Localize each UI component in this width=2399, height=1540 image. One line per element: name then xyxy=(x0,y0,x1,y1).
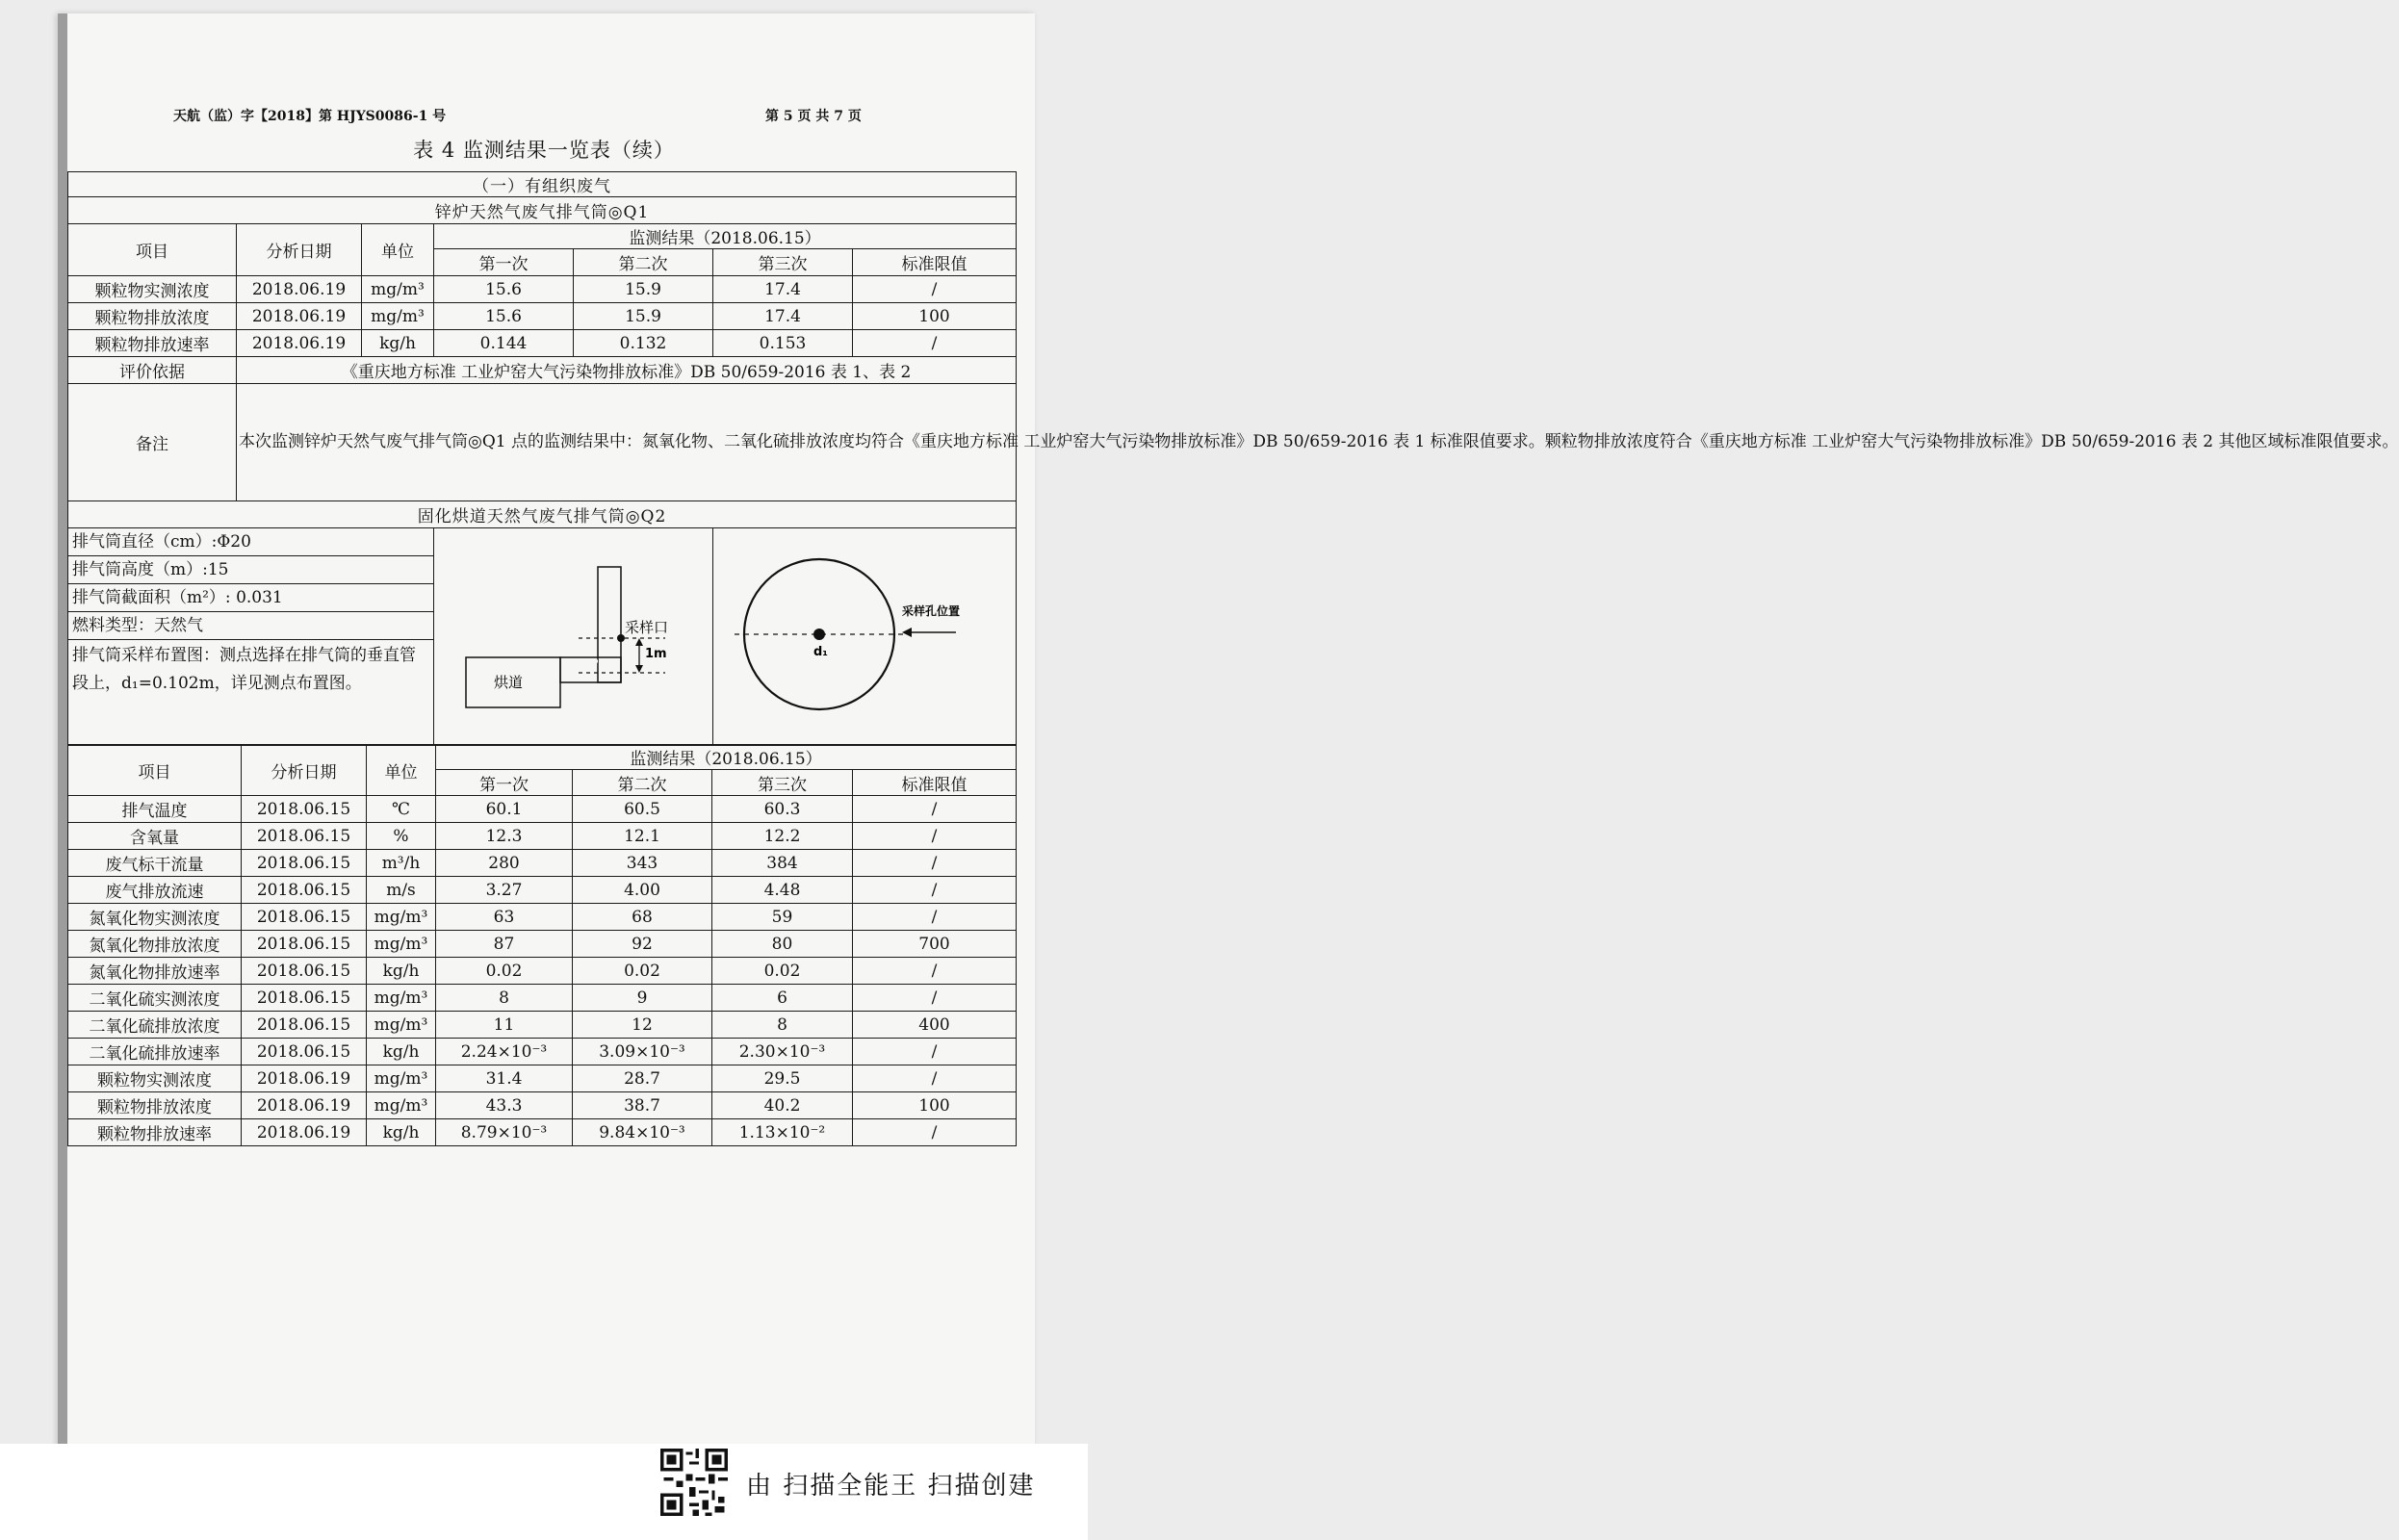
unit-cell: mg/m³ xyxy=(367,985,436,1012)
arrow-head-up xyxy=(635,638,643,646)
run3-cell: 59 xyxy=(712,904,853,931)
item-cell: 废气标干流量 xyxy=(68,850,242,877)
q1-table xyxy=(67,171,2399,746)
vertical-duct xyxy=(598,567,621,682)
run1-cell: 60.1 xyxy=(436,796,573,823)
run2-cell: 68 xyxy=(573,904,712,931)
run1-cell: 12.3 xyxy=(436,823,573,850)
unit-cell: mg/m³ xyxy=(362,276,434,303)
q2-header-date: 分析日期 xyxy=(242,745,367,796)
results-frame xyxy=(67,171,2399,1146)
stack-area: 排气筒截面积（m²）: 0.031 xyxy=(68,584,433,612)
scanner-watermark: 由 扫描全能王 扫描创建 xyxy=(746,1472,1036,1501)
page-binding-edge xyxy=(58,13,67,1457)
run3-cell: 2.30×10⁻³ xyxy=(712,1039,853,1065)
q2-info-cell xyxy=(68,528,434,746)
date-cell: 2018.06.19 xyxy=(242,1065,367,1092)
run3-cell: 60.3 xyxy=(712,796,853,823)
limit-cell: / xyxy=(853,823,1017,850)
remarks-text: 本次监测锌炉天然气废气排气筒◎Q1 点的监测结果中：氮氧化物、二氧化硫排放浓度均符合《重庆地方标准 工业炉窑大气污染物排放标准》DB 50/659-2016 表 1 标准限值要求。颗粒物排放浓度符合《重庆地方标准 工业炉窑大气污染物排放标准》DB 50/659-2016 表 2 其他区域标准限值要求。 xyxy=(237,384,1017,501)
table-row xyxy=(68,796,1017,823)
date-cell: 2018.06.15 xyxy=(242,877,367,904)
unit-cell: ℃ xyxy=(367,796,436,823)
basis-label: 评价依据 xyxy=(68,357,237,384)
unit-cell: mg/m³ xyxy=(367,1092,436,1119)
q1-header-limit: 标准限值 xyxy=(853,249,1017,276)
table-title: 表 4 监测结果一览表（续） xyxy=(413,139,675,162)
limit-cell: 100 xyxy=(853,1092,1017,1119)
date-cell: 2018.06.19 xyxy=(237,303,362,330)
run2-cell: 3.09×10⁻³ xyxy=(573,1039,712,1065)
run2-cell: 28.7 xyxy=(573,1065,712,1092)
run1-cell: 3.27 xyxy=(436,877,573,904)
unit-cell: m³/h xyxy=(367,850,436,877)
run3-cell: 8 xyxy=(712,1012,853,1039)
run2-cell: 92 xyxy=(573,931,712,958)
hole-arrow-head xyxy=(902,628,912,637)
table-row xyxy=(68,1092,1017,1119)
cross-section-cell xyxy=(713,528,1017,746)
run2-cell: 15.9 xyxy=(574,303,713,330)
table-row xyxy=(68,931,1017,958)
run1-cell: 2.24×10⁻³ xyxy=(436,1039,573,1065)
table-row xyxy=(68,1012,1017,1039)
limit-cell: / xyxy=(853,877,1017,904)
table-row xyxy=(68,877,1017,904)
q2-header-item: 项目 xyxy=(68,745,242,796)
cross-section-diagram xyxy=(713,528,1017,740)
run2-cell: 4.00 xyxy=(573,877,712,904)
run1-cell: 63 xyxy=(436,904,573,931)
run2-cell: 15.9 xyxy=(574,276,713,303)
q1-header-date: 分析日期 xyxy=(237,224,362,276)
q2-header-unit: 单位 xyxy=(367,745,436,796)
run2-cell: 60.5 xyxy=(573,796,712,823)
run3-cell: 0.153 xyxy=(713,330,853,357)
sampling-point xyxy=(617,634,625,642)
unit-cell: mg/m³ xyxy=(367,904,436,931)
run3-cell: 0.02 xyxy=(712,958,853,985)
table-row xyxy=(68,985,1017,1012)
date-cell: 2018.06.19 xyxy=(242,1119,367,1146)
item-cell: 颗粒物实测浓度 xyxy=(68,1065,242,1092)
run3-cell: 12.2 xyxy=(712,823,853,850)
table-row xyxy=(68,958,1017,985)
limit-cell: 700 xyxy=(853,931,1017,958)
run3-cell: 384 xyxy=(712,850,853,877)
run2-cell: 12.1 xyxy=(573,823,712,850)
item-cell: 二氧化硫排放浓度 xyxy=(68,1012,242,1039)
item-cell: 含氧量 xyxy=(68,823,242,850)
page-number: 第 5 页 共 7 页 xyxy=(765,109,862,124)
limit-cell: / xyxy=(853,958,1017,985)
q2-header-run3: 第三次 xyxy=(712,770,853,796)
date-cell: 2018.06.15 xyxy=(242,958,367,985)
run1-cell: 15.6 xyxy=(434,303,574,330)
q1-header-results: 监测结果（2018.06.15） xyxy=(434,224,1017,249)
q1-title: 锌炉天然气废气排气筒◎Q1 xyxy=(68,197,1017,224)
unit-cell: m/s xyxy=(367,877,436,904)
run2-cell: 9.84×10⁻³ xyxy=(573,1119,712,1146)
run3-cell: 4.48 xyxy=(712,877,853,904)
limit-cell: / xyxy=(853,1039,1017,1065)
table-row xyxy=(68,1065,1017,1092)
item-cell: 颗粒物实测浓度 xyxy=(68,276,237,303)
unit-cell: kg/h xyxy=(362,330,434,357)
limit-cell: / xyxy=(853,904,1017,931)
table-row xyxy=(68,1119,1017,1146)
stack-diameter: 排气筒直径（cm）:Φ20 xyxy=(68,528,433,556)
run1-cell: 0.144 xyxy=(434,330,574,357)
q1-header-run1: 第一次 xyxy=(434,249,574,276)
stack-diagram-cell xyxy=(434,528,713,746)
date-cell: 2018.06.15 xyxy=(242,904,367,931)
run1-cell: 8 xyxy=(436,985,573,1012)
item-cell: 颗粒物排放浓度 xyxy=(68,1092,242,1119)
limit-cell: / xyxy=(853,796,1017,823)
limit-cell: / xyxy=(853,1119,1017,1146)
q2-header-limit: 标准限值 xyxy=(853,770,1017,796)
limit-cell: 400 xyxy=(853,1012,1017,1039)
run3-cell: 40.2 xyxy=(712,1092,853,1119)
date-cell: 2018.06.15 xyxy=(242,1012,367,1039)
run2-cell: 0.02 xyxy=(573,958,712,985)
limit-cell: / xyxy=(853,330,1017,357)
run2-cell: 343 xyxy=(573,850,712,877)
q2-header-run1: 第一次 xyxy=(436,770,573,796)
run3-cell: 80 xyxy=(712,931,853,958)
unit-cell: kg/h xyxy=(367,1039,436,1065)
item-cell: 废气排放流速 xyxy=(68,877,242,904)
run3-cell: 29.5 xyxy=(712,1065,853,1092)
q1-header-item: 项目 xyxy=(68,224,237,276)
date-cell: 2018.06.15 xyxy=(242,796,367,823)
item-cell: 氮氧化物实测浓度 xyxy=(68,904,242,931)
run1-cell: 280 xyxy=(436,850,573,877)
table-row xyxy=(68,904,1017,931)
qr-code-icon xyxy=(660,1449,728,1516)
table-row xyxy=(68,1039,1017,1065)
run3-cell: 1.13×10⁻² xyxy=(712,1119,853,1146)
stack-diagram xyxy=(434,528,713,740)
sampling-layout: 排气筒采样布置图：测点选择在排气筒的垂直管段上，d₁=0.102m，详见测点布置图。 xyxy=(72,646,416,693)
run1-cell: 0.02 xyxy=(436,958,573,985)
q2-header-results: 监测结果（2018.06.15） xyxy=(436,745,1017,770)
unit-cell: kg/h xyxy=(367,958,436,985)
q1-header-unit: 单位 xyxy=(362,224,434,276)
remarks-label: 备注 xyxy=(68,384,237,501)
center-point xyxy=(813,629,825,640)
stack-height: 排气筒高度（m）:15 xyxy=(68,556,433,584)
table-row xyxy=(68,276,1017,303)
section-heading: （一）有组织废气 xyxy=(68,172,1017,197)
oven-label: 烘道 xyxy=(494,674,524,691)
item-cell: 氮氧化物排放速率 xyxy=(68,958,242,985)
item-cell: 排气温度 xyxy=(68,796,242,823)
table-row xyxy=(68,850,1017,877)
unit-cell: mg/m³ xyxy=(367,1065,436,1092)
run2-cell: 12 xyxy=(573,1012,712,1039)
date-cell: 2018.06.15 xyxy=(242,850,367,877)
run1-cell: 31.4 xyxy=(436,1065,573,1092)
item-cell: 颗粒物排放浓度 xyxy=(68,303,237,330)
limit-cell: / xyxy=(853,1065,1017,1092)
distance-label: 1m xyxy=(645,647,667,661)
date-cell: 2018.06.19 xyxy=(237,330,362,357)
fuel-type: 燃料类型：天然气 xyxy=(68,612,433,640)
table-row xyxy=(68,823,1017,850)
unit-cell: % xyxy=(367,823,436,850)
date-cell: 2018.06.15 xyxy=(242,1039,367,1065)
date-cell: 2018.06.19 xyxy=(242,1092,367,1119)
item-cell: 二氧化硫实测浓度 xyxy=(68,985,242,1012)
run3-cell: 6 xyxy=(712,985,853,1012)
date-cell: 2018.06.15 xyxy=(242,823,367,850)
q2-table xyxy=(67,744,1017,1146)
table-row xyxy=(68,330,1017,357)
limit-cell: 100 xyxy=(853,303,1017,330)
unit-cell: kg/h xyxy=(367,1119,436,1146)
d1-label: d₁ xyxy=(813,645,828,659)
run1-cell: 43.3 xyxy=(436,1092,573,1119)
date-cell: 2018.06.15 xyxy=(242,931,367,958)
run1-cell: 15.6 xyxy=(434,276,574,303)
run1-cell: 11 xyxy=(436,1012,573,1039)
run3-cell: 17.4 xyxy=(713,303,853,330)
document-number: 天航（监）字【2018】第 HJYS0086-1 号 xyxy=(173,109,447,124)
limit-cell: / xyxy=(853,850,1017,877)
unit-cell: mg/m³ xyxy=(362,303,434,330)
run2-cell: 38.7 xyxy=(573,1092,712,1119)
date-cell: 2018.06.19 xyxy=(237,276,362,303)
item-cell: 二氧化硫排放速率 xyxy=(68,1039,242,1065)
item-cell: 氮氧化物排放浓度 xyxy=(68,931,242,958)
date-cell: 2018.06.15 xyxy=(242,985,367,1012)
q2-title: 固化烘道天然气废气排气筒◎Q2 xyxy=(68,501,1017,528)
run2-cell: 9 xyxy=(573,985,712,1012)
unit-cell: mg/m³ xyxy=(367,931,436,958)
run1-cell: 87 xyxy=(436,931,573,958)
limit-cell: / xyxy=(853,985,1017,1012)
item-cell: 颗粒物排放速率 xyxy=(68,330,237,357)
run3-cell: 17.4 xyxy=(713,276,853,303)
basis-text: 《重庆地方标准 工业炉窑大气污染物排放标准》DB 50/659-2016 表 1、表 2 xyxy=(237,357,1017,384)
run2-cell: 0.132 xyxy=(574,330,713,357)
table-row xyxy=(68,303,1017,330)
run1-cell: 8.79×10⁻³ xyxy=(436,1119,573,1146)
limit-cell: / xyxy=(853,276,1017,303)
item-cell: 颗粒物排放速率 xyxy=(68,1119,242,1146)
sampling-port-label: 采样口 xyxy=(625,619,669,636)
arrow-head-down xyxy=(635,665,643,673)
q2-header-run2: 第二次 xyxy=(573,770,712,796)
hole-position-label: 采样孔位置 xyxy=(902,604,961,618)
q1-header-run2: 第二次 xyxy=(574,249,713,276)
q1-header-run3: 第三次 xyxy=(713,249,853,276)
unit-cell: mg/m³ xyxy=(367,1012,436,1039)
